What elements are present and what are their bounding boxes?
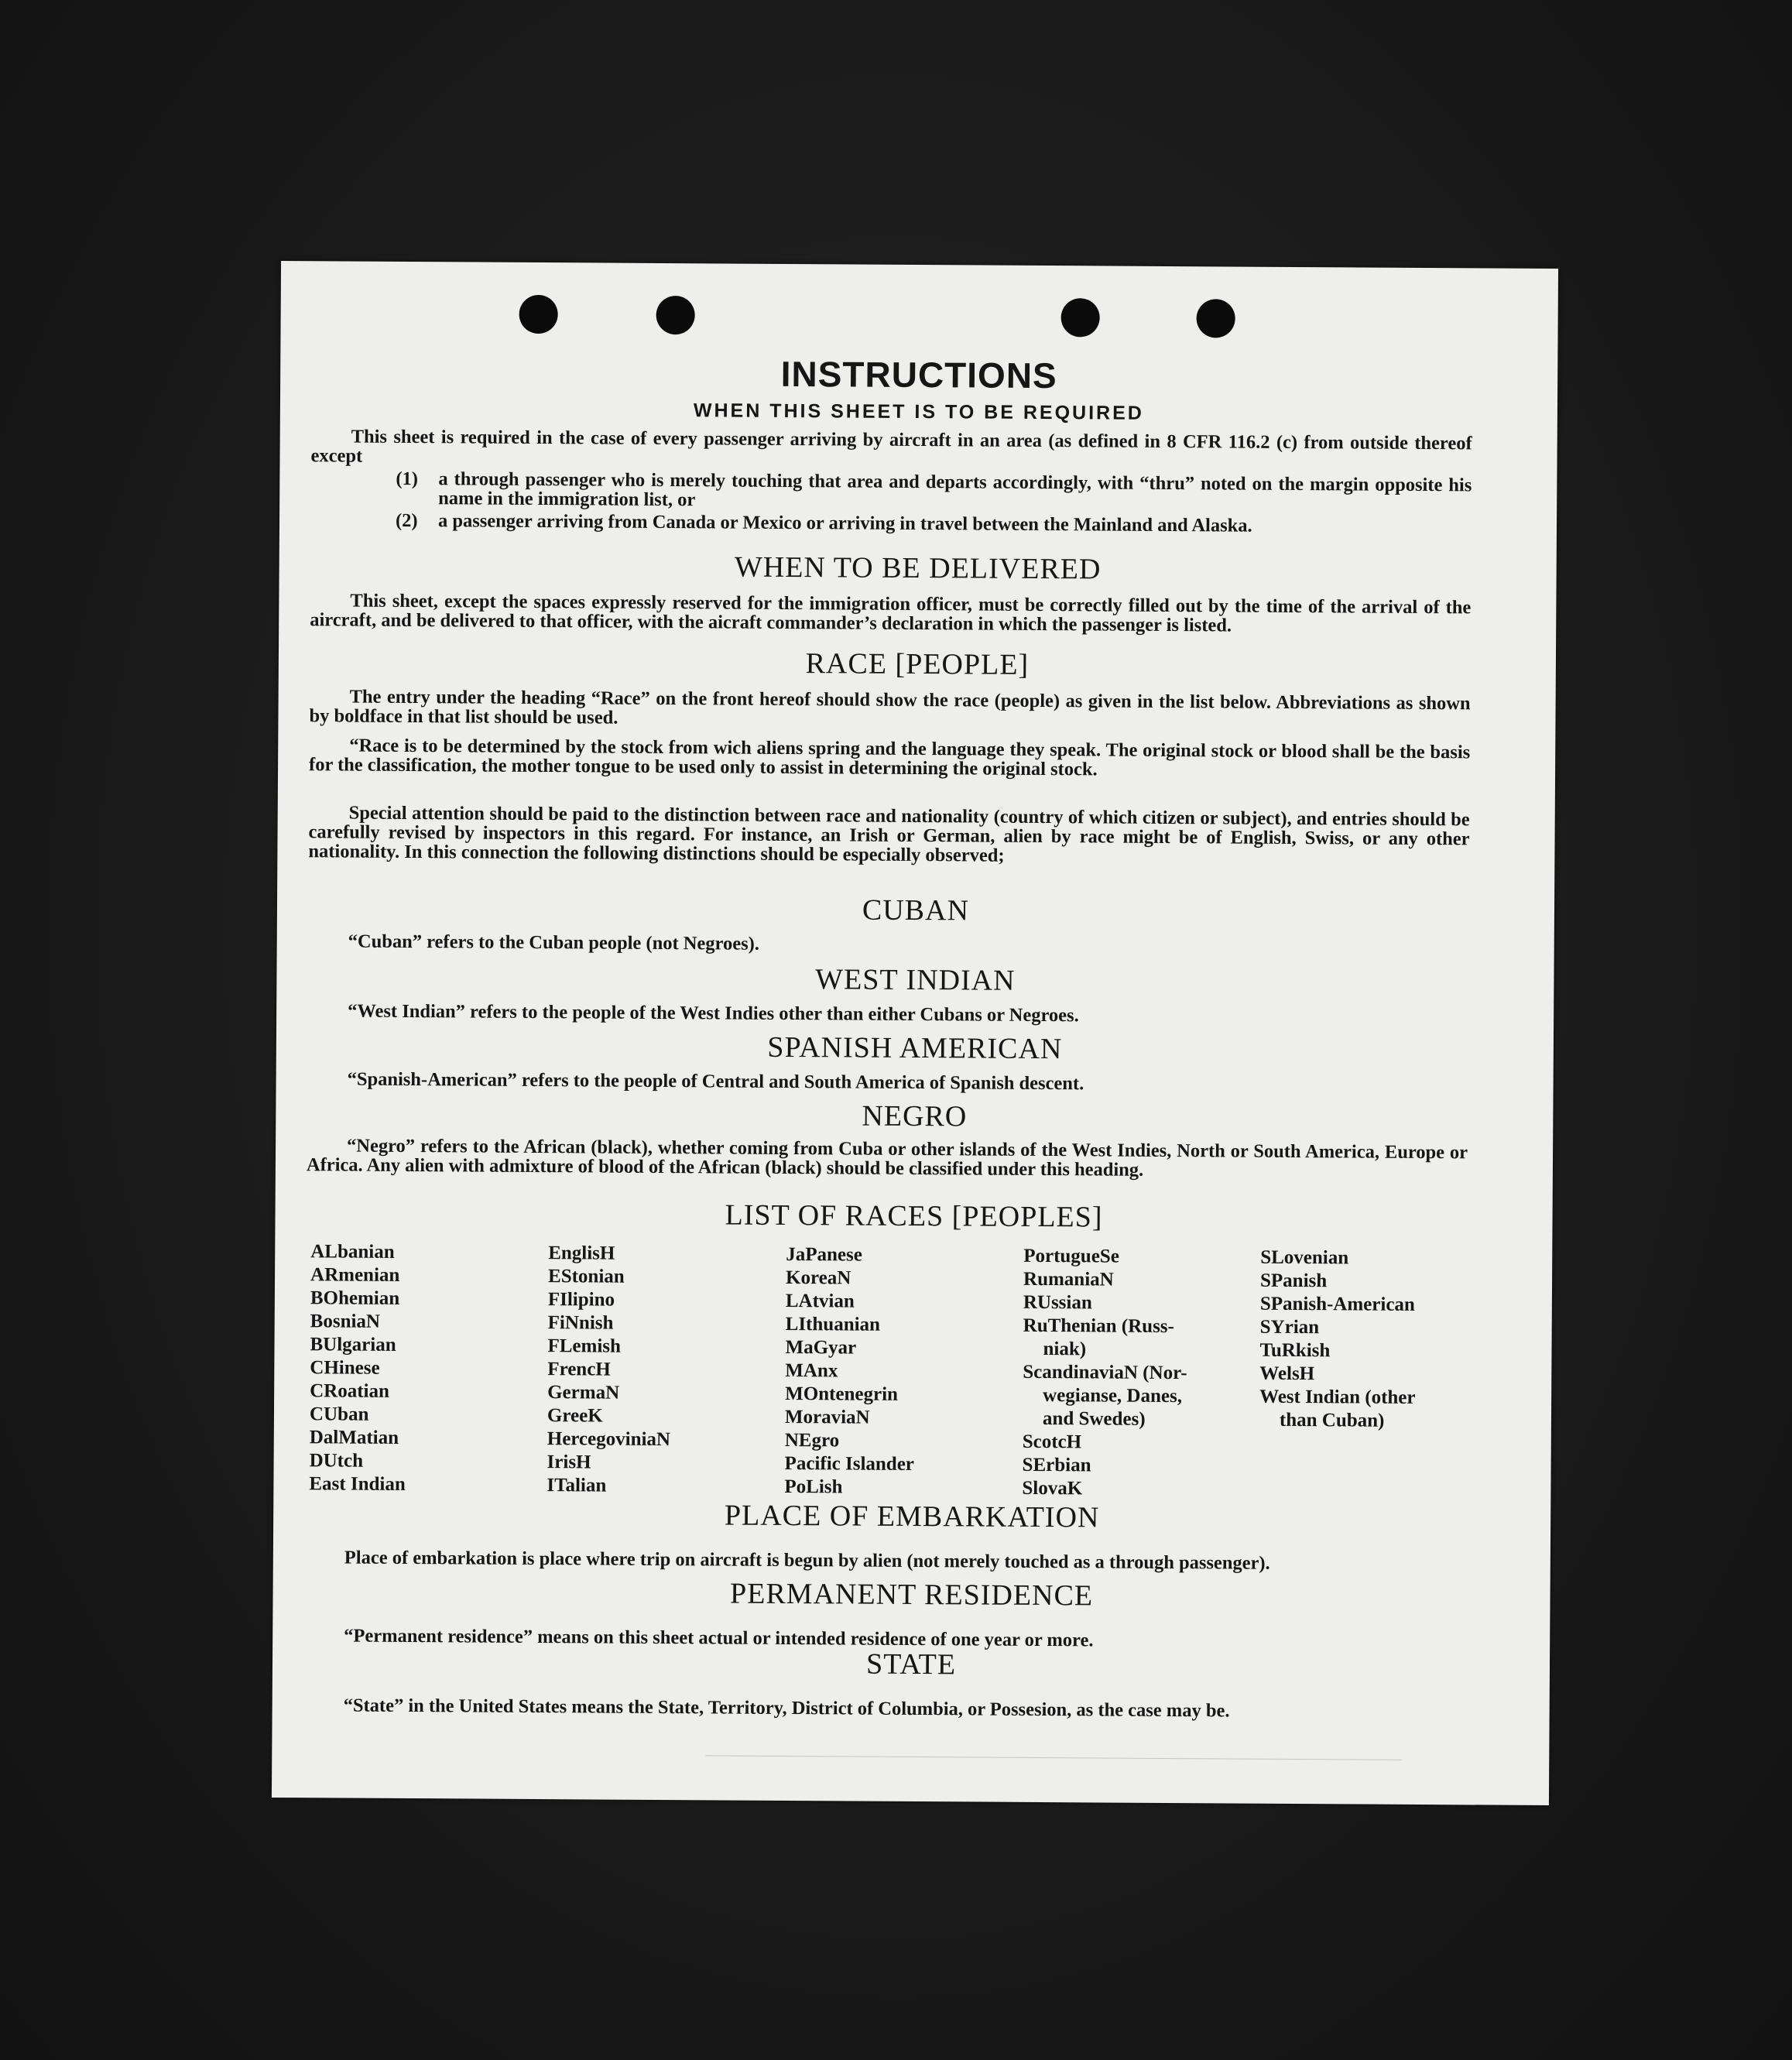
exception-number: (1) [396,468,419,490]
race-list-column [309,1240,406,1496]
section-heading: STATE [865,1647,957,1681]
race-list-item: HercegoviniaN [547,1428,671,1451]
race-list-item: SErbian [1022,1454,1091,1476]
race-list-item: FrencH [547,1359,611,1380]
instruction-sheet [272,261,1558,1805]
race-list-item: MOntenegrin [785,1383,899,1405]
section-heading: RACE [PEOPLE] [805,647,1030,681]
race-list-item: TuRkish [1259,1339,1331,1362]
race-list-item: Pacific Islander [784,1452,915,1476]
race-list-item: KoreaN [785,1267,851,1289]
spanish-american-paragraph: “Spanish-American” refers to the people of Central and South America of Spanish descent. [347,1068,1084,1095]
section-heading: WHEN TO BE DELIVERED [734,550,1102,586]
race-list-item: EnglisH [548,1243,615,1264]
race-list-item: wegianse, Danes, [1043,1385,1183,1407]
race-list-item: FLemish [547,1335,622,1357]
race-list-item: LAtvian [785,1290,855,1312]
race-list-item: and Swedes) [1042,1408,1146,1430]
race-list-item: CUban [309,1404,369,1425]
race-list-item: East Indian [309,1473,406,1495]
section-heading: PERMANENT RESIDENCE [729,1577,1094,1613]
negro-paragraph: “Negro” refers to the African (black), whether coming from Cuba or other islands of the West Indies, North or South America, Europe or Africa. Any alien with admixture of blood of the African (black) should be classified under this heading. [306,1135,1468,1181]
race-list-item: ARmenian [310,1264,400,1286]
race-list-item: SlovaK [1022,1477,1083,1500]
race-list-item: GreeK [547,1405,603,1427]
race-list-item: GermaN [547,1382,620,1404]
race-list-item: MaGyar [785,1336,857,1359]
section-heading: NEGRO [862,1099,968,1133]
race-list-item: FIlipino [547,1289,615,1311]
race-list-item: JaPanese [786,1243,862,1266]
race-list-item: niak) [1043,1338,1087,1360]
section-heading: PLACE OF EMBARKATION [724,1499,1100,1534]
race-list-item: ITalian [547,1475,607,1496]
punch-hole [1196,299,1235,338]
race-list-column [1022,1245,1187,1501]
race-list-column [784,1243,915,1500]
race-list-item: ALbanian [310,1241,395,1263]
section-heading: WEST INDIAN [815,963,1016,997]
race-list-item: BosniaN [310,1311,381,1332]
race-list-item: PortugueSe [1023,1245,1119,1267]
race-list-item: EStonian [547,1266,625,1287]
state-paragraph: “State” in the United States means the State, Territory, District of Columbia, or Possesion, as the case may be. [343,1695,1230,1722]
page-subtitle: WHEN THIS SHEET IS TO BE REQUIRED [693,399,1144,424]
race-list-item: MoraviaN [784,1406,870,1428]
race-list-item: CRoatian [310,1380,390,1402]
delivered-paragraph: This sheet, except the spaces expressly reserved for the immigration officer, must be correctly filled out by the time of the arrival of the aircraft, and be delivered to that officer, with the aicraft commander’s declaration in which the passenger is listed. [310,590,1472,636]
exception-text: a through passenger who is merely touching that area and departs accordingly, with “thru” noted on the margin opposite his name in the immigration list, or [438,468,1472,511]
race-list-item: SPanish-American [1259,1293,1415,1315]
race-list-item: BOhemian [310,1287,400,1309]
race-list-item: PoLish [784,1476,843,1498]
race-list-item: RuThenian (Russ- [1023,1314,1174,1338]
race-list-item: than Cuban) [1279,1409,1385,1431]
section-heading: CUBAN [862,893,970,927]
race-list-item: WelsH [1259,1362,1315,1385]
race-list-item: DUtch [309,1450,364,1472]
section-heading: SPANISH AMERICAN [767,1030,1063,1066]
race-list-item: MAnx [785,1359,838,1382]
punch-hole [656,296,695,334]
race-list-item: RUssian [1023,1291,1092,1314]
race-paragraph: The entry under the heading “Race” on the front hereof should show the race (people) as given in the list below. Abbreviations as shown by boldface in that list should be used. [309,686,1471,728]
race-list-column [1259,1246,1417,1433]
race-list-item: DalMatian [309,1427,399,1448]
cuban-paragraph: “Cuban” refers to the Cuban people (not Negroes). [348,931,760,955]
exception-item [395,509,1472,536]
punch-hole [1060,298,1099,337]
bleed-through-line [705,1755,1402,1760]
race-list-item: SPanish [1259,1270,1328,1292]
section-heading: LIST OF RACES [PEOPLES] [725,1198,1103,1234]
race-list-item: SYrian [1259,1316,1320,1338]
exception-text: a passenger arriving from Canada or Mexico or arriving in travel between the Mainland and Alaska. [437,510,1252,536]
race-list-item: ScotcH [1022,1431,1082,1453]
race-list-column [547,1242,671,1498]
west-indian-paragraph: “West Indian” refers to the people of the West Indies other than either Cubans or Negroes. [348,1000,1079,1027]
race-list-item: ScandinaviaN (Nor- [1023,1361,1187,1384]
race-list-item: RumaniaN [1023,1268,1114,1290]
race-list-item: BUlgarian [310,1334,396,1356]
residence-paragraph: “Permanent residence” means on this sheet actual or intended residence of one year or more. [344,1625,1094,1651]
punch-hole [519,295,558,334]
intro-paragraph: This sheet is required in the case of every passenger arriving by aircraft in an area (as defined in 8 CFR 116.2 (c) from outside thereof except [310,426,1472,467]
race-list-item: West Indian (other [1259,1386,1416,1408]
race-list-item: CHinese [310,1357,380,1379]
exception-number: (2) [395,509,418,532]
race-list-item: FiNnish [547,1312,614,1334]
race-list-item: NEgro [784,1429,840,1452]
exception-item [396,468,1472,514]
race-list-item: IrisH [547,1452,591,1473]
race-list-item: SLovenian [1260,1246,1349,1269]
page-title: INSTRUCTIONS [780,353,1057,396]
race-paragraph: Special attention should be paid to the distinction between race and nationality (country of which citizen or subject), and entries should be carefully revised by inspectors in this regard. For instance, an Irish or German, alien by race might be of English, Swiss, or any other nationality. In this connection the following distinctions should be especially observed; [308,802,1470,866]
race-paragraph: “Race is to be determined by the stock from wich aliens spring and the language they speak. The original stock or blood shall be the basis for the classification, the mother tongue to be used only to assist in determining the original stock. [309,735,1471,780]
race-list-item: LIthuanian [785,1313,881,1335]
embarkation-paragraph: Place of embarkation is place where trip on aircraft is begun by alien (not merely touched as a through passenger). [344,1547,1270,1574]
